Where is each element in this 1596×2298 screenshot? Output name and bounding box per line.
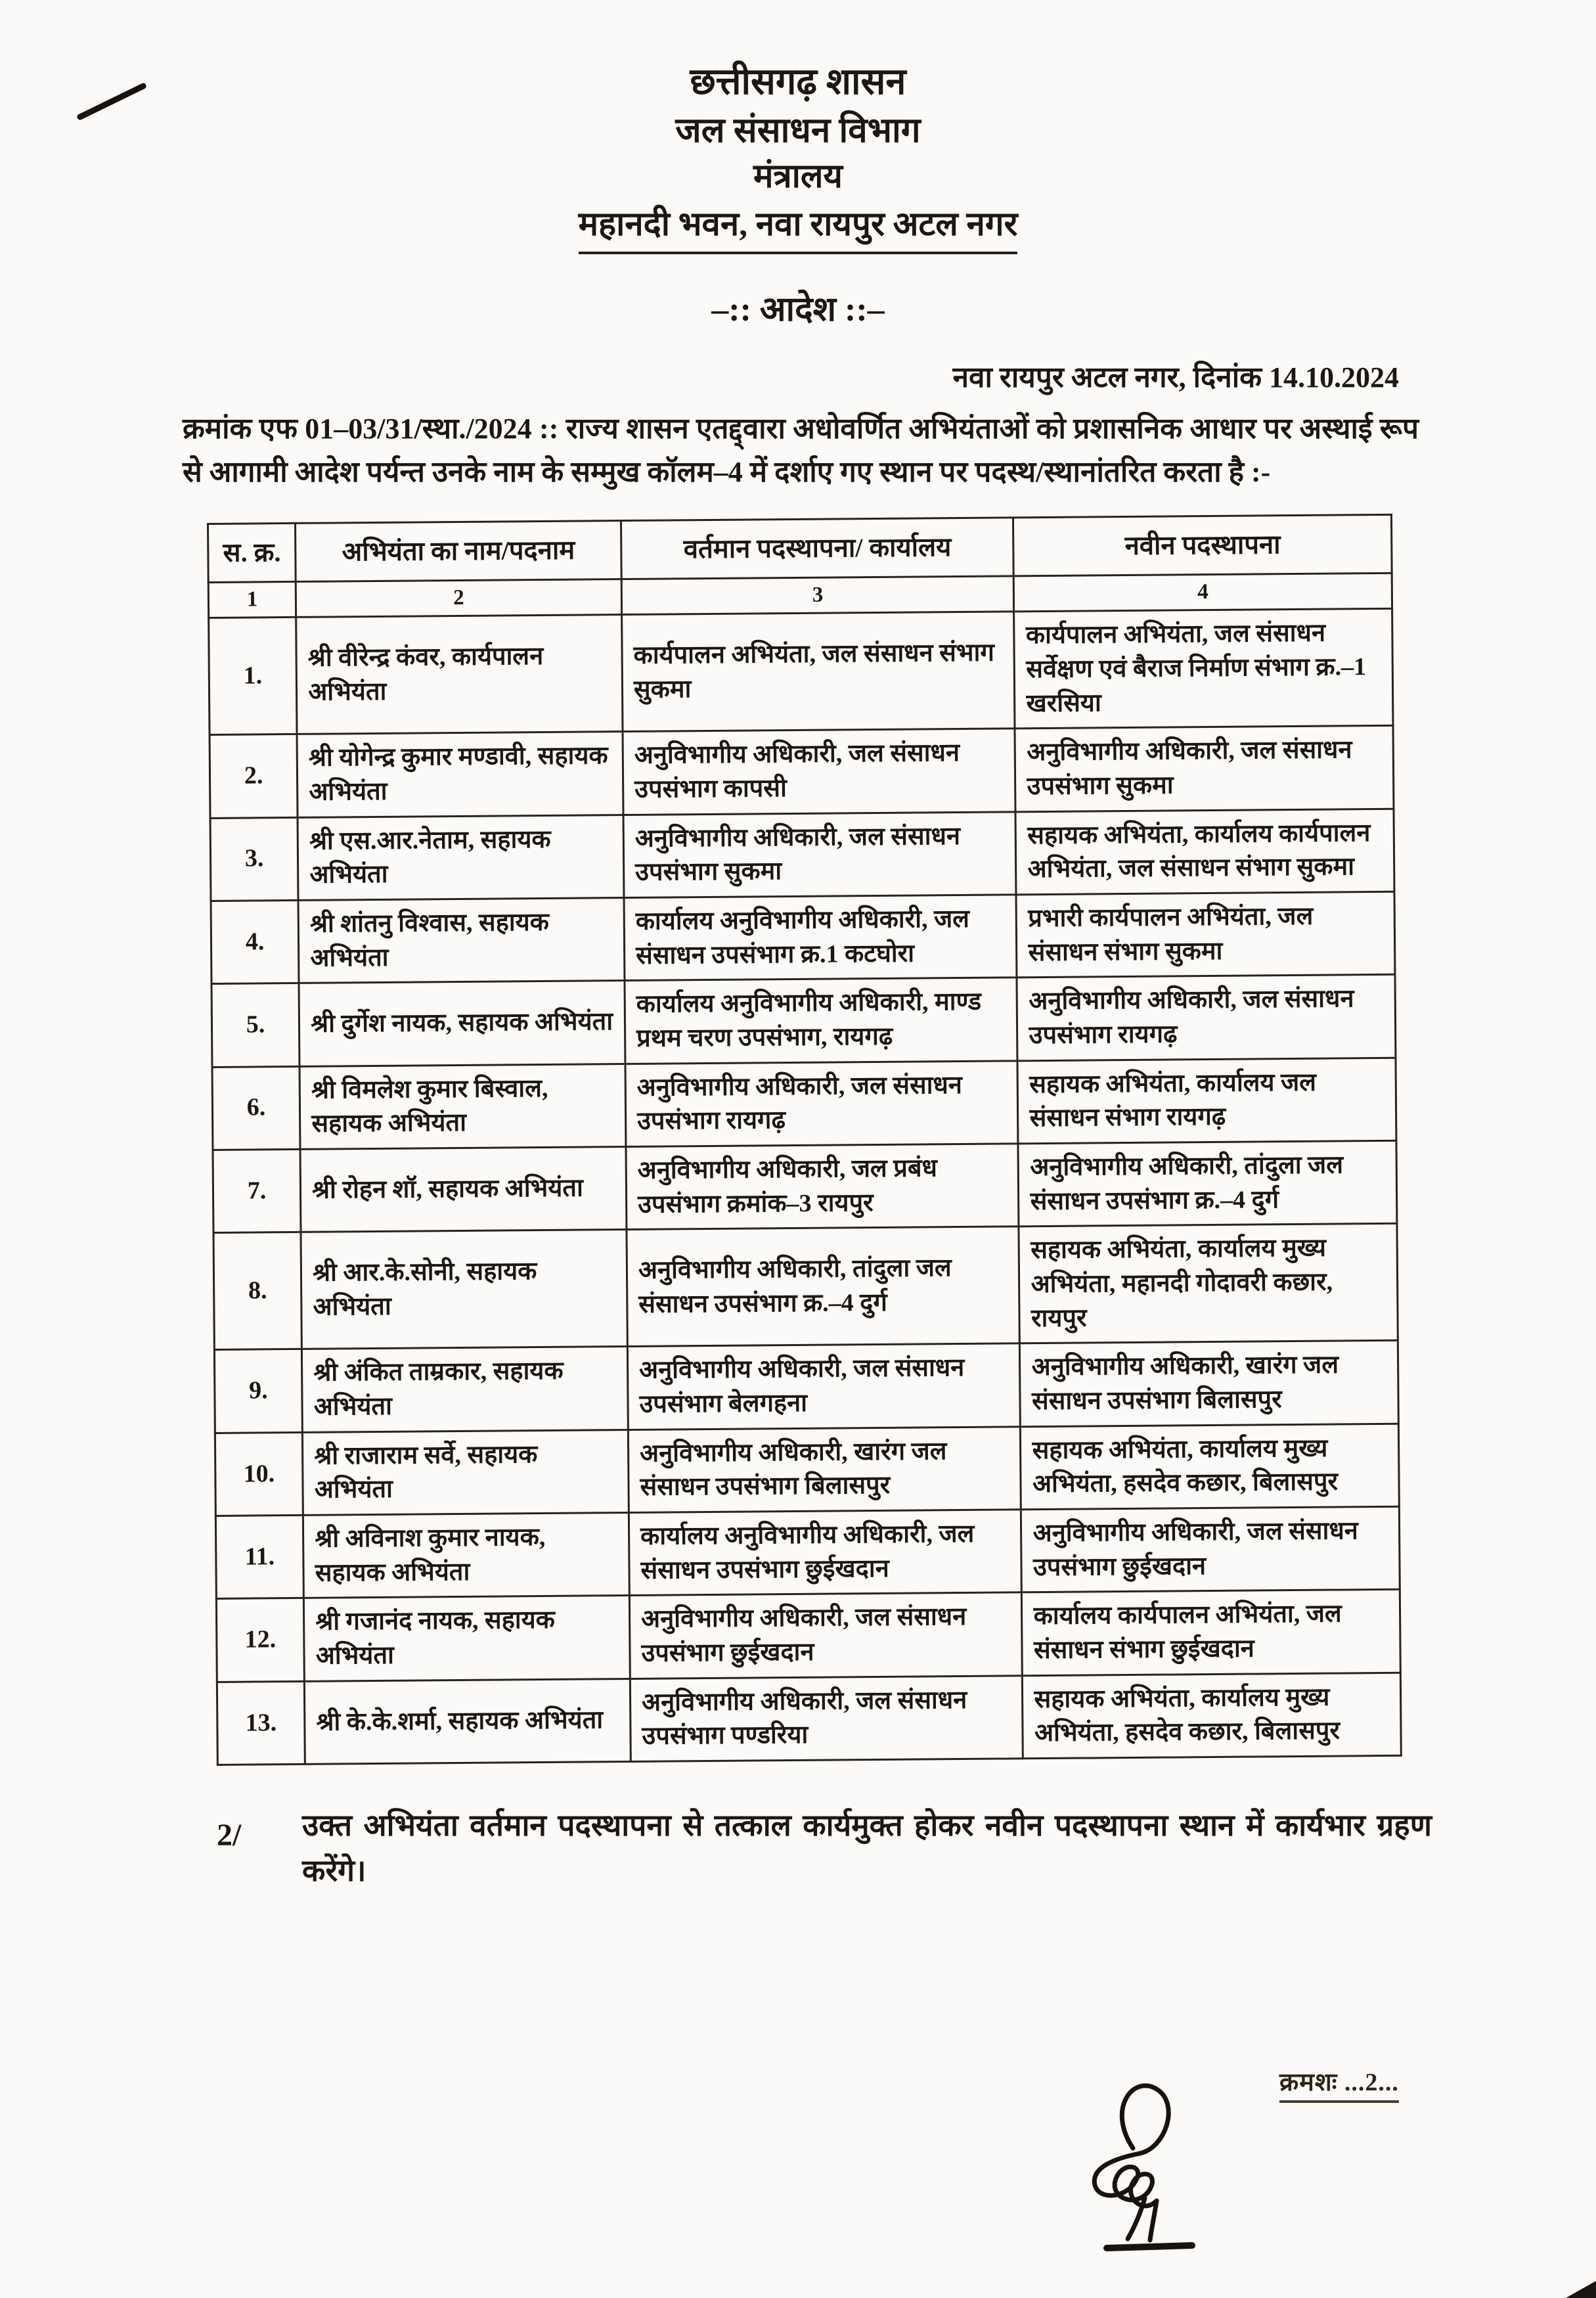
row-serial: 7. (213, 1149, 301, 1232)
row-serial: 4. (211, 900, 299, 983)
row-name: श्री अंकित ताम्रकार, सहायक अभियंता (302, 1347, 629, 1432)
row-serial: 9. (214, 1349, 302, 1433)
row-name: श्री रोहन शॉ, सहायक अभियंता (300, 1146, 627, 1232)
col-header-serial: स. क्र. (208, 523, 296, 582)
row-name: श्री विमलेश कुमार बिस्वाल, सहायक अभियंता (299, 1064, 626, 1149)
table-row (210, 725, 1394, 817)
row-name: श्री अविनाश कुमार नायक, सहायक अभियंता (303, 1512, 630, 1598)
scan-corner-shadow-icon (1566, 2281, 1596, 2298)
row-serial: 8. (213, 1232, 302, 1350)
org-name: छत्तीसगढ़ शासन (690, 62, 906, 102)
row-serial: 2. (210, 734, 298, 818)
row-name: श्री राजाराम सर्वे, सहायक अभियंता (303, 1430, 629, 1515)
address-line: महानदी भवन, नवा रायपुर अटल नगर (579, 202, 1018, 254)
row-name: श्री शांतनु विश्वास, सहायक अभियंता (298, 897, 625, 983)
row-current-posting: अनुविभागीय अधिकारी, जल संसाधन उपसंभाग सुकमा (623, 811, 1017, 897)
letterhead (0, 0, 1596, 254)
row-serial: 13. (217, 1681, 305, 1765)
row-current-posting: अनुविभागीय अधिकारी, जल संसाधन उपसंभाग छुईखदान (629, 1592, 1023, 1678)
table-row (213, 1140, 1397, 1232)
row-current-posting: कार्यालय अनुविभागीय अधिकारी, माण्ड प्रथम चरण उपसंभाग, रायगढ़ (625, 978, 1018, 1064)
row-current-posting: कार्यालय अनुविभागीय अधिकारी, जल संसाधन उपसंभाग छुईखदान (629, 1510, 1022, 1596)
row-new-posting: सहायक अभियंता, कार्यालय कार्यपालन अभियंता, जल संसाधन संभाग सुकमा (1015, 809, 1394, 895)
col-header-new-posting: नवीन पदस्थापना (1013, 514, 1392, 576)
table-row (216, 1590, 1400, 1682)
col-number: 1 (208, 582, 296, 618)
row-current-posting: अनुविभागीय अधिकारी, जल संसाधन उपसंभाग रायगढ़ (625, 1060, 1019, 1146)
row-new-posting: प्रभारी कार्यपालन अभियंता, जल संसाधन संभाग सुकमा (1016, 891, 1394, 978)
row-current-posting: अनुविभागीय अधिकारी, तांदुला जल संसाधन उपसंभाग क्र.–4 दुर्ग (627, 1227, 1020, 1347)
paragraph-text: उक्त अभियंता वर्तमान पदस्थापना से तत्काल कार्यमुक्त होकर नवीन पदस्थापना स्थान में कार्यभार ग्रहण करेंगे। (302, 1808, 1432, 1887)
row-new-posting: सहायक अभियंता, कार्यालय मुख्य अभियंता, हसदेव कछार, बिलासपुर (1023, 1673, 1401, 1759)
row-current-posting: अनुविभागीय अधिकारी, जल संसाधन उपसंभाग बेलगहना (627, 1343, 1021, 1430)
col-number: 2 (296, 579, 621, 618)
row-name: श्री गजानंद नायक, सहायक अभियंता (304, 1596, 631, 1681)
col-header-name: अभियंता का नाम/पदनाम (296, 520, 621, 581)
row-current-posting: अनुविभागीय अधिकारी, जल संसाधन उपसंभाग पण्डरिया (630, 1675, 1023, 1761)
paragraph-number: 2/ (217, 1817, 242, 1853)
address-line-wrap (0, 200, 1596, 254)
row-new-posting: अनुविभागीय अधिकारी, जल संसाधन उपसंभाग छुईखदान (1021, 1506, 1400, 1592)
row-new-posting: सहायक अभियंता, कार्यालय जल संसाधन संभाग रायगढ़ (1017, 1058, 1396, 1144)
table-row (211, 891, 1395, 983)
row-serial: 11. (215, 1515, 303, 1598)
order-intro-paragraph: क्रमांक एफ 01–03/31/स्था./2024 :: राज्य शासन एतद्द्वारा अधोवर्णित अभियंताओं को प्रशासनिक आधार पर अस्थाई रूप से आगामी आदेश पर्यन्त उनके नाम के सम्मुख कॉलम–4 में दर्शाए गए स्थान पर पदस्थ/स्थानांतरित करता है :- (183, 412, 1419, 488)
col-header-current-posting: वर्तमान पदस्थापना/ कार्यालय (621, 518, 1013, 579)
row-name: श्री एस.आर.नेताम, सहायक अभियंता (298, 815, 624, 900)
table-row (211, 974, 1396, 1066)
row-new-posting: सहायक अभियंता, कार्यालय मुख्य अभियंता, महानदी गोदावरी कछार, रायपुर (1019, 1223, 1398, 1343)
row-new-posting: कार्यालय कार्यपालन अभियंता, जल संसाधन संभाग छुईखदान (1022, 1590, 1400, 1676)
row-serial: 10. (215, 1432, 303, 1516)
row-serial: 5. (211, 983, 299, 1067)
table-row (215, 1506, 1400, 1598)
row-new-posting: अनुविभागीय अधिकारी, खारंग जल संसाधन उपसंभाग बिलासपुर (1020, 1340, 1398, 1426)
transfer-table (207, 514, 1402, 1766)
table-row (217, 1673, 1401, 1765)
row-current-posting: कार्यपालन अभियंता, जल संसाधन संभाग सुकमा (622, 612, 1015, 732)
row-name: श्री दुर्गेश नायक, सहायक अभियंता (299, 981, 625, 1066)
row-serial: 6. (212, 1066, 300, 1150)
row-serial: 1. (209, 618, 298, 735)
signature-icon (1028, 2069, 1245, 2270)
row-name: श्री के.के.शर्मा, सहायक अभियंता (305, 1678, 631, 1764)
table-row (210, 809, 1394, 901)
row-current-posting: अनुविभागीय अधिकारी, जल संसाधन उपसंभाग कापसी (623, 729, 1016, 815)
continuation-note: क्रमशः ...2... (1279, 2064, 1399, 2103)
order-heading: –:: आदेश ::– (711, 290, 885, 328)
row-current-posting: अनुविभागीय अधिकारी, जल प्रबंध उपसंभाग क्रमांक–3 रायपुर (626, 1144, 1019, 1230)
col-number: 4 (1014, 574, 1392, 612)
row-current-posting: अनुविभागीय अधिकारी, खारंग जल संसाधन उपसंभाग बिलासपुर (628, 1426, 1021, 1512)
table-row (214, 1340, 1398, 1432)
row-new-posting: कार्यपालन अभियंता, जल संसाधन सर्वेक्षण एवं बैराज निर्माण संभाग क्र.–1 खरसिया (1014, 608, 1393, 729)
table-row (212, 1058, 1396, 1150)
footer-paragraph (217, 1803, 1432, 1893)
table-header-row (208, 514, 1392, 583)
row-new-posting: अनुविभागीय अधिकारी, तांदुला जल संसाधन उपसंभाग क्र.–4 दुर्ग (1018, 1140, 1396, 1227)
row-new-posting: अनुविभागीय अधिकारी, जल संसाधन उपसंभाग रायगढ़ (1017, 974, 1395, 1060)
table-row (209, 608, 1393, 734)
table-row (213, 1223, 1398, 1349)
row-name: श्री आर.के.सोनी, सहायक अभियंता (301, 1230, 627, 1349)
department-name: जल संसाधन विभाग (675, 111, 921, 150)
row-name: श्री योगेन्द्र कुमार मण्डावी, सहायक अभियंता (297, 732, 623, 817)
ministry-name: मंत्रालय (753, 158, 843, 196)
col-number: 3 (621, 576, 1014, 615)
row-name: श्री वीरेन्द्र कंवर, कार्यपालन अभियंता (296, 615, 623, 734)
row-current-posting: कार्यालय अनुविभागीय अधिकारी, जल संसाधन उपसंभाग क्र.1 कटघोरा (624, 895, 1017, 981)
row-serial: 12. (216, 1598, 304, 1682)
table-row (215, 1424, 1399, 1516)
row-new-posting: अनुविभागीय अधिकारी, जल संसाधन उपसंभाग सुकमा (1015, 725, 1393, 811)
place-date-line: नवा रायपुर अटल नगर, दिनांक 14.10.2024 (952, 361, 1399, 394)
row-new-posting: सहायक अभियंता, कार्यालय मुख्य अभियंता, हसदेव कछार, बिलासपुर (1021, 1424, 1399, 1510)
row-serial: 3. (210, 817, 298, 901)
